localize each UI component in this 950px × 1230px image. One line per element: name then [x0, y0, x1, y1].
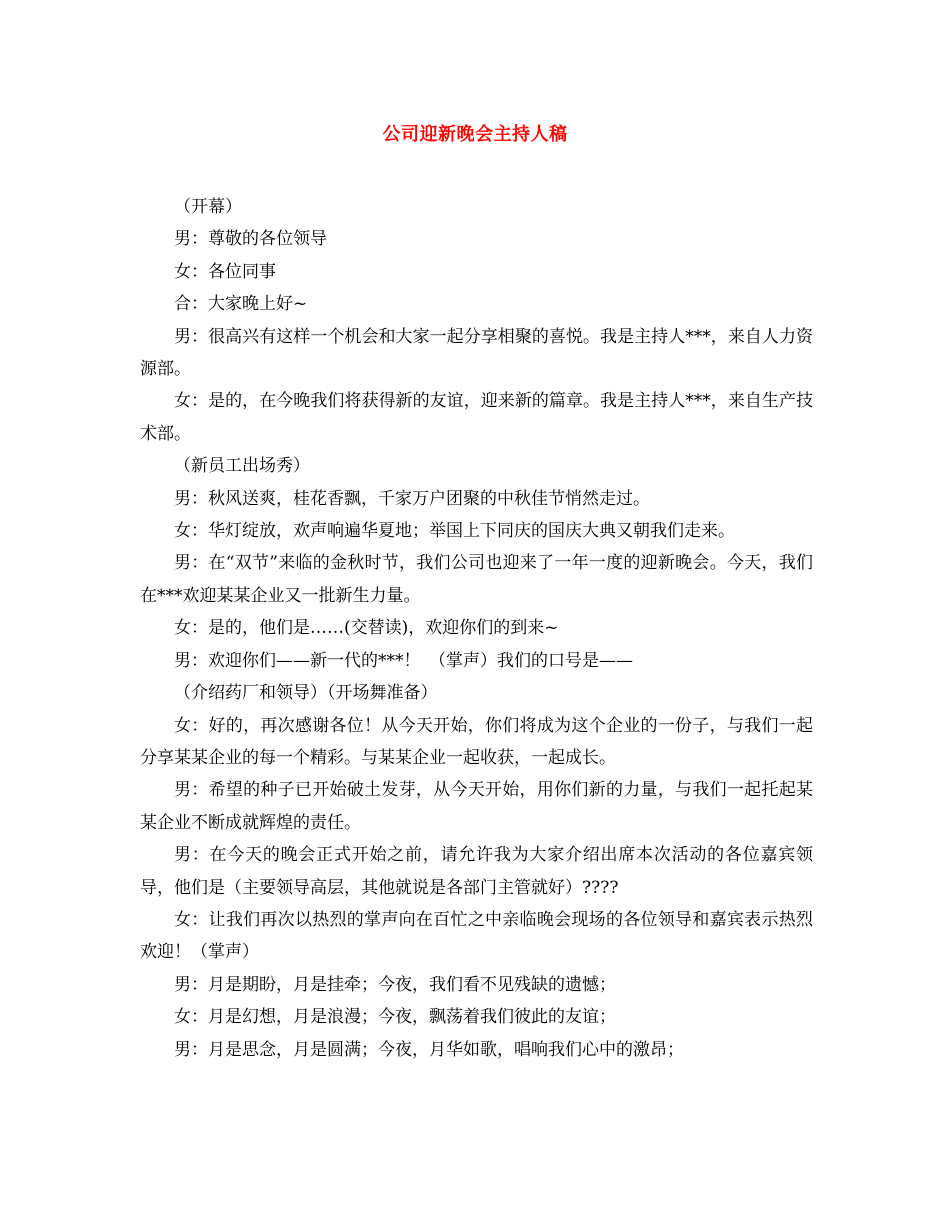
script-line: 男：希望的种子已开始破土发芽，从今天开始，用你们新的力量，与我们一起托起某某企业不断成就辉煌的责任。	[140, 780, 813, 833]
script-line: （开幕）	[174, 197, 242, 217]
script-line: 女：是的，他们是……(交替读)，欢迎你们的到来~	[174, 618, 559, 639]
script-line: 男：在“双节”来临的金秋时节，我们公司也迎来了一年一度的迎新晚会。今天，我们在***欢迎某某企业又一批新生力量。	[140, 553, 813, 606]
script-line: 合：大家晚上好~	[174, 294, 308, 315]
script-line: 男：月是期盼，月是挂牵；今夜，我们看不见残缺的遗憾；	[174, 974, 616, 995]
script-line: （新员工出场秀）	[174, 456, 310, 477]
script-line: 女：是的，在今晚我们将获得新的友谊，迎来新的篇章。我是主持人***，来自生产技术部。	[140, 391, 813, 444]
script-line: 男：月是思念，月是圆满；今夜，月华如歌，唱响我们心中的激昂；	[174, 1039, 684, 1060]
script-line: 女：华灯绽放，欢声响遍华夏地；举国上下同庆的国庆大典又朝我们走来。	[174, 521, 735, 542]
document-title: 公司迎新晚会主持人稿	[382, 124, 568, 145]
script-line: 男：尊敬的各位领导	[174, 229, 327, 250]
script-line: 男：欢迎你们——新一代的***！ （掌声）我们的口号是——	[174, 650, 633, 671]
script-body	[140, 191, 813, 1066]
script-line: 女：好的，再次感谢各位！从今天开始，你们将成为这个企业的一份子，与我们一起分享某某企业的每一个精彩。与某某企业一起收获，一起成长。	[140, 715, 813, 768]
script-line: 男：秋风送爽，桂花香飘，千家万户团聚的中秋佳节悄然走过。	[174, 488, 650, 509]
script-line: 女：各位同事	[174, 261, 276, 282]
script-line: 男：很高兴有这样一个机会和大家一起分享相聚的喜悦。我是主持人***，来自人力资源部。	[140, 326, 813, 380]
script-line: 女：让我们再次以热烈的掌声向在百忙之中亲临晚会现场的各位领导和嘉宾表示热烈欢迎！（掌声）	[140, 909, 813, 963]
script-line: （介绍药厂和领导）（开场舞准备）	[174, 683, 438, 704]
script-line: 女：月是幻想，月是浪漫；今夜，飘荡着我们彼此的友谊；	[174, 1007, 616, 1028]
script-line: 男：在今天的晚会正式开始之前，请允许我为大家介绍出席本次活动的各位嘉宾领导，他们是（主要领导高层，其他就说是各部门主管就好）????	[140, 845, 813, 898]
